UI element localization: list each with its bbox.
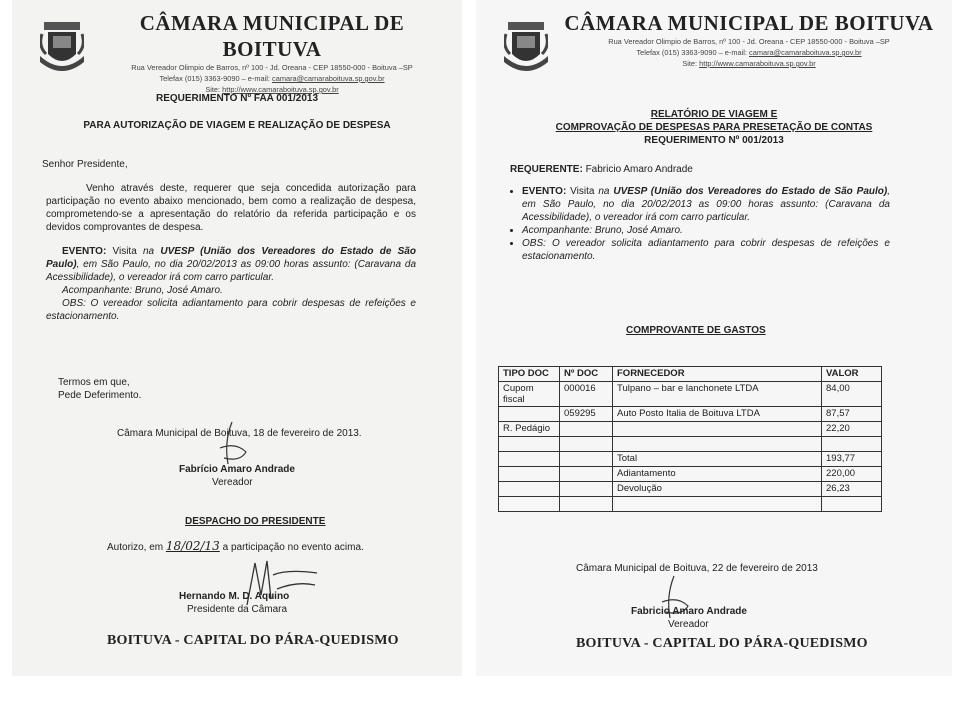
table-row <box>499 382 882 407</box>
table-cell <box>499 452 560 467</box>
document-subtitle: PARA AUTORIZAÇÃO DE VIAGEM E REALIZAÇÃO DE DESPESA <box>83 120 391 131</box>
table-cell: 220,00 <box>822 467 882 482</box>
table-header-row <box>499 367 882 382</box>
date-line: Câmara Municipal de Boituva, 22 de fevereiro de 2013 <box>576 563 818 574</box>
table-cell <box>613 497 822 512</box>
table-cell: Devolução <box>613 482 822 497</box>
table-row <box>499 452 882 467</box>
event-list <box>500 185 890 263</box>
org-name: CÂMARA MUNICIPAL DE BOITUVA <box>139 11 405 61</box>
table-cell <box>822 497 882 512</box>
municipal-crest-icon <box>40 20 84 72</box>
table-cell <box>499 497 560 512</box>
table-cell: R. Pedágio <box>499 422 560 437</box>
table-cell <box>499 467 560 482</box>
event-paragraph: EVENTO: Visita na UVESP (União dos Vereadores do Estado de São Paulo), em São Paulo, no dia 20/02/2013 as 09:00 horas assunto: (Caravana da Acessibilidade), o vereador irá com carro particular. <box>46 246 416 283</box>
signer-role: Vereador <box>212 477 253 488</box>
letterhead <box>12 10 462 94</box>
column-header: FORNECEDOR <box>613 367 822 382</box>
report-title-line-2: COMPROVAÇÃO DE DESPESAS PARA PRESETAÇÃO DE CONTAS <box>555 122 873 133</box>
table-row <box>499 497 882 512</box>
handwritten-date: 18/02/13 <box>165 539 220 553</box>
list-item: • OBS: O vereador solicita adiantamento para cobrir despesas de refeições e estacionamento. <box>522 237 890 263</box>
obs-paragraph: OBS: O vereador solicita adiantamento para cobrir despesas de refeições e estacionamento. <box>46 298 416 322</box>
date-line: Câmara Municipal de Boituva, 18 de fevereiro de 2013. <box>117 428 362 439</box>
table-cell: 26,23 <box>822 482 882 497</box>
site-link[interactable]: http://www.camaraboituva.sp.gov.br <box>699 59 816 68</box>
site-link[interactable]: http://www.camaraboituva.sp.gov.br <box>222 85 339 94</box>
table-cell: 87,57 <box>822 407 882 422</box>
org-address: Rua Vereador Olimpio de Barros, nº 100 - Jd. Oreana - CEP 18550-000 - Boituva –SP <box>608 37 890 46</box>
table-row <box>499 407 882 422</box>
table-cell: Auto Posto Italia de Boituva LTDA <box>613 407 822 422</box>
receipts-title: COMPROVANTE DE GASTOS <box>626 325 766 336</box>
list-item: • EVENTO: Visita na UVESP (União dos Vereadores do Estado de São Paulo), em São Paulo, no dia 20/02/2013 as 09:00 horas assunto: (Caravana da Acessibilidade), o vereador irá com carro particular. <box>522 185 890 224</box>
right-document-page <box>476 0 952 676</box>
org-address: Rua Vereador Olimpio de Barros, nº 100 - Jd. Oreana - CEP 18550-000 - Boituva –SP <box>131 63 413 72</box>
column-header: VALOR <box>822 367 882 382</box>
requester-line: REQUERENTE: Fabricio Amaro Andrade <box>510 164 693 175</box>
table-cell <box>613 437 822 452</box>
table-cell <box>560 497 613 512</box>
table-row <box>499 437 882 452</box>
city-motto: BOITUVA - CAPITAL DO PÁRA-QUEDISMO <box>576 636 868 651</box>
report-title-line-1: RELATÓRIO DE VIAGEM E <box>650 109 778 120</box>
table-cell: Adiantamento <box>613 467 822 482</box>
signer-name: Fabricio Amaro Andrade <box>631 606 747 617</box>
table-cell: 193,77 <box>822 452 882 467</box>
document-title: REQUERIMENTO Nº FAA 001/2013 <box>155 93 319 104</box>
column-header: TIPO DOC <box>499 367 560 382</box>
closing-line-1: Termos em que, <box>58 377 130 388</box>
table-cell: Tulpano – bar e lanchonete LTDA <box>613 382 822 407</box>
table-cell <box>499 407 560 422</box>
list-item: • Acompanhante: Bruno, José Amaro. <box>522 224 890 237</box>
table-cell <box>560 437 613 452</box>
email-link[interactable]: camara@camaraboituva.sp.gov.br <box>749 48 862 57</box>
city-motto: BOITUVA - CAPITAL DO PÁRA-QUEDISMO <box>107 633 399 648</box>
table-cell: Cupom fiscal <box>499 382 560 407</box>
expense-table <box>498 366 882 512</box>
table-cell: 84,00 <box>822 382 882 407</box>
table-cell <box>822 437 882 452</box>
table-cell <box>613 422 822 437</box>
authorization-line: Autorizo, em 18/02/13 a participação no evento acima. <box>107 539 364 553</box>
president-name: Hernando M. D. Aquino <box>179 591 290 602</box>
president-role: Presidente da Câmara <box>187 604 288 615</box>
table-cell <box>499 437 560 452</box>
table-cell: Total <box>613 452 822 467</box>
table-cell <box>560 482 613 497</box>
org-site: Site: http://www.camaraboituva.sp.gov.br <box>205 85 339 94</box>
table-cell: 000016 <box>560 382 613 407</box>
report-title-line-3: REQUERIMENTO Nº 001/2013 <box>644 135 784 146</box>
signer-role: Vereador <box>668 619 709 630</box>
email-link[interactable]: camara@camaraboituva.sp.gov.br <box>272 74 385 83</box>
request-body: Venho através deste, requerer que seja concedida autorização para participação no evento abaixo mencionado, bem como a realização de despesa, comprometendo-se a apresentação do relatório da referida participação e os devidos comprovantes de despesa. <box>46 183 416 233</box>
table-row <box>499 422 882 437</box>
closing-line-2: Pede Deferimento. <box>58 390 142 401</box>
org-name: CÂMARA MUNICIPAL DE BOITUVA <box>564 11 934 35</box>
table-cell <box>560 452 613 467</box>
table-cell: 059295 <box>560 407 613 422</box>
letterhead <box>476 10 952 80</box>
signer-name: Fabrício Amaro Andrade <box>179 464 295 475</box>
column-header: Nº DOC <box>560 367 613 382</box>
table-row <box>499 467 882 482</box>
salutation: Senhor Presidente, <box>42 159 128 170</box>
municipal-crest-icon <box>504 20 548 72</box>
table-cell <box>560 467 613 482</box>
table-cell <box>499 482 560 497</box>
org-contact: Telefax (015) 3363-9090 – e-mail: camara@camaraboituva.sp.gov.br <box>636 48 862 57</box>
table-cell <box>560 422 613 437</box>
dispatch-title: DESPACHO DO PRESIDENTE <box>185 516 326 527</box>
table-cell: 22,20 <box>822 422 882 437</box>
org-site: Site: http://www.camaraboituva.sp.gov.br <box>682 59 816 68</box>
org-contact: Telefax (015) 3363-9090 – e-mail: camara@camaraboituva.sp.gov.br <box>159 74 385 83</box>
left-document-page <box>12 0 462 676</box>
table-row <box>499 482 882 497</box>
companion-line: Acompanhante: Bruno, José Amaro. <box>62 285 223 296</box>
